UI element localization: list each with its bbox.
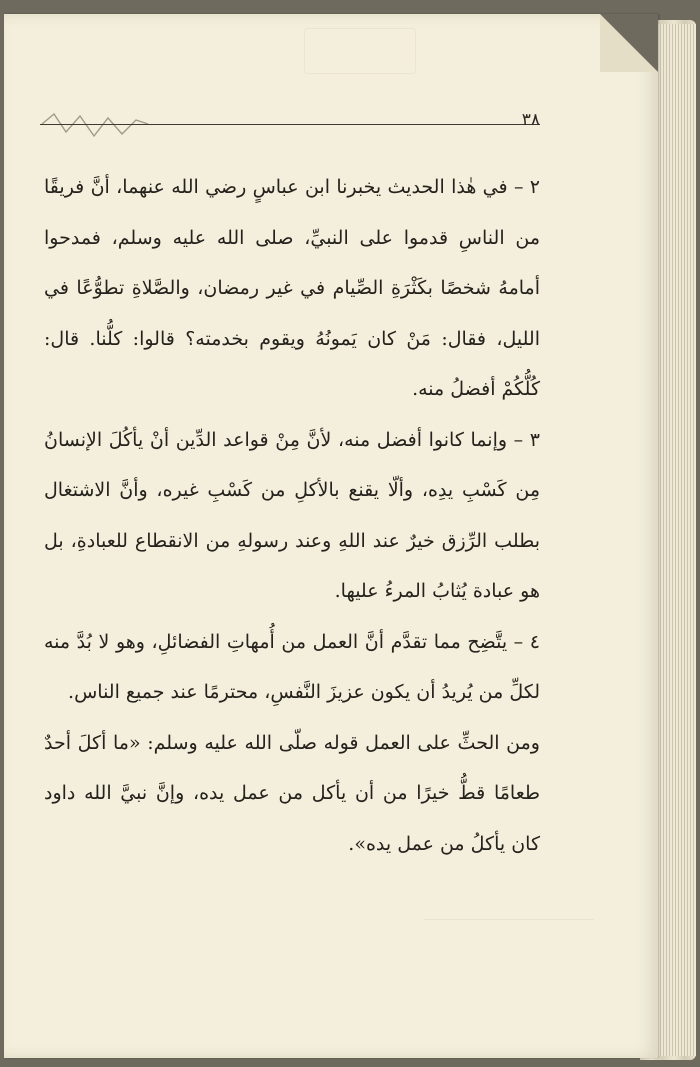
folded-corner bbox=[600, 14, 658, 72]
bleed-through bbox=[424, 919, 594, 946]
page-edges bbox=[652, 24, 696, 1056]
book-page bbox=[4, 14, 658, 1058]
faint-stamp bbox=[304, 28, 416, 74]
paragraph-3: ٣ – وإنما كانوا أفضل منه، لأنَّ مِنْ قواعد الدِّين أنْ يأكُلَ الإنسانُ مِن كَسْبِ يدِه، وألّا يقنع بالأكلِ من كَسْبِ غيره، وأنَّ الاشتغال بطلب الرِّزق خيرٌ عند اللهِ وعند رسولهِ من الانقطاع للعبادةِ، بل هو عبادة يُثابُ المرءُ عليها. bbox=[44, 428, 540, 602]
paragraph-2: ٢ – في هٰذا الحديث يخبرنا ابن عباسٍ رضي الله عنهما، أنَّ فريقًا من الناسِ قدموا على النبيِّ، صلى الله عليه وسلم، فمدحوا أمامهُ شخصًا بكَثْرَةِ الصِّيام في غير رمضان، والصَّلاةِ تطوُّعًا في الليل، فقال: مَنْ كان يَمونُهُ ويقوم بخدمته؟ قالوا: كلُّنا. قال: كُلُّكُمْ أفضلُ منه. bbox=[44, 176, 541, 400]
header-rule bbox=[40, 124, 540, 125]
wave-ornament-icon bbox=[40, 110, 150, 150]
page-text bbox=[44, 162, 540, 869]
page-number: ٣٨ bbox=[521, 110, 540, 130]
paragraph-4: ٤ – يتَّضِح مما تقدَّم أنَّ العمل من أُمهاتِ الفضائلِ، وهو لا بُدَّ منه لكلِّ من يُريدُ أن يكون عزيزَ النَّفسِ، محترمًا عند جميع الناس. bbox=[44, 630, 540, 703]
paragraph-hadith: ومن الحثِّ على العمل قوله صلّى الله عليه وسلم: «ما أكلَ أحدٌ طعامًا قطُّ خيرًا من أن يأكل من عمل يده، وإنَّ نبيَّ الله داود كان يأكلُ من عمل يده». bbox=[44, 731, 540, 855]
